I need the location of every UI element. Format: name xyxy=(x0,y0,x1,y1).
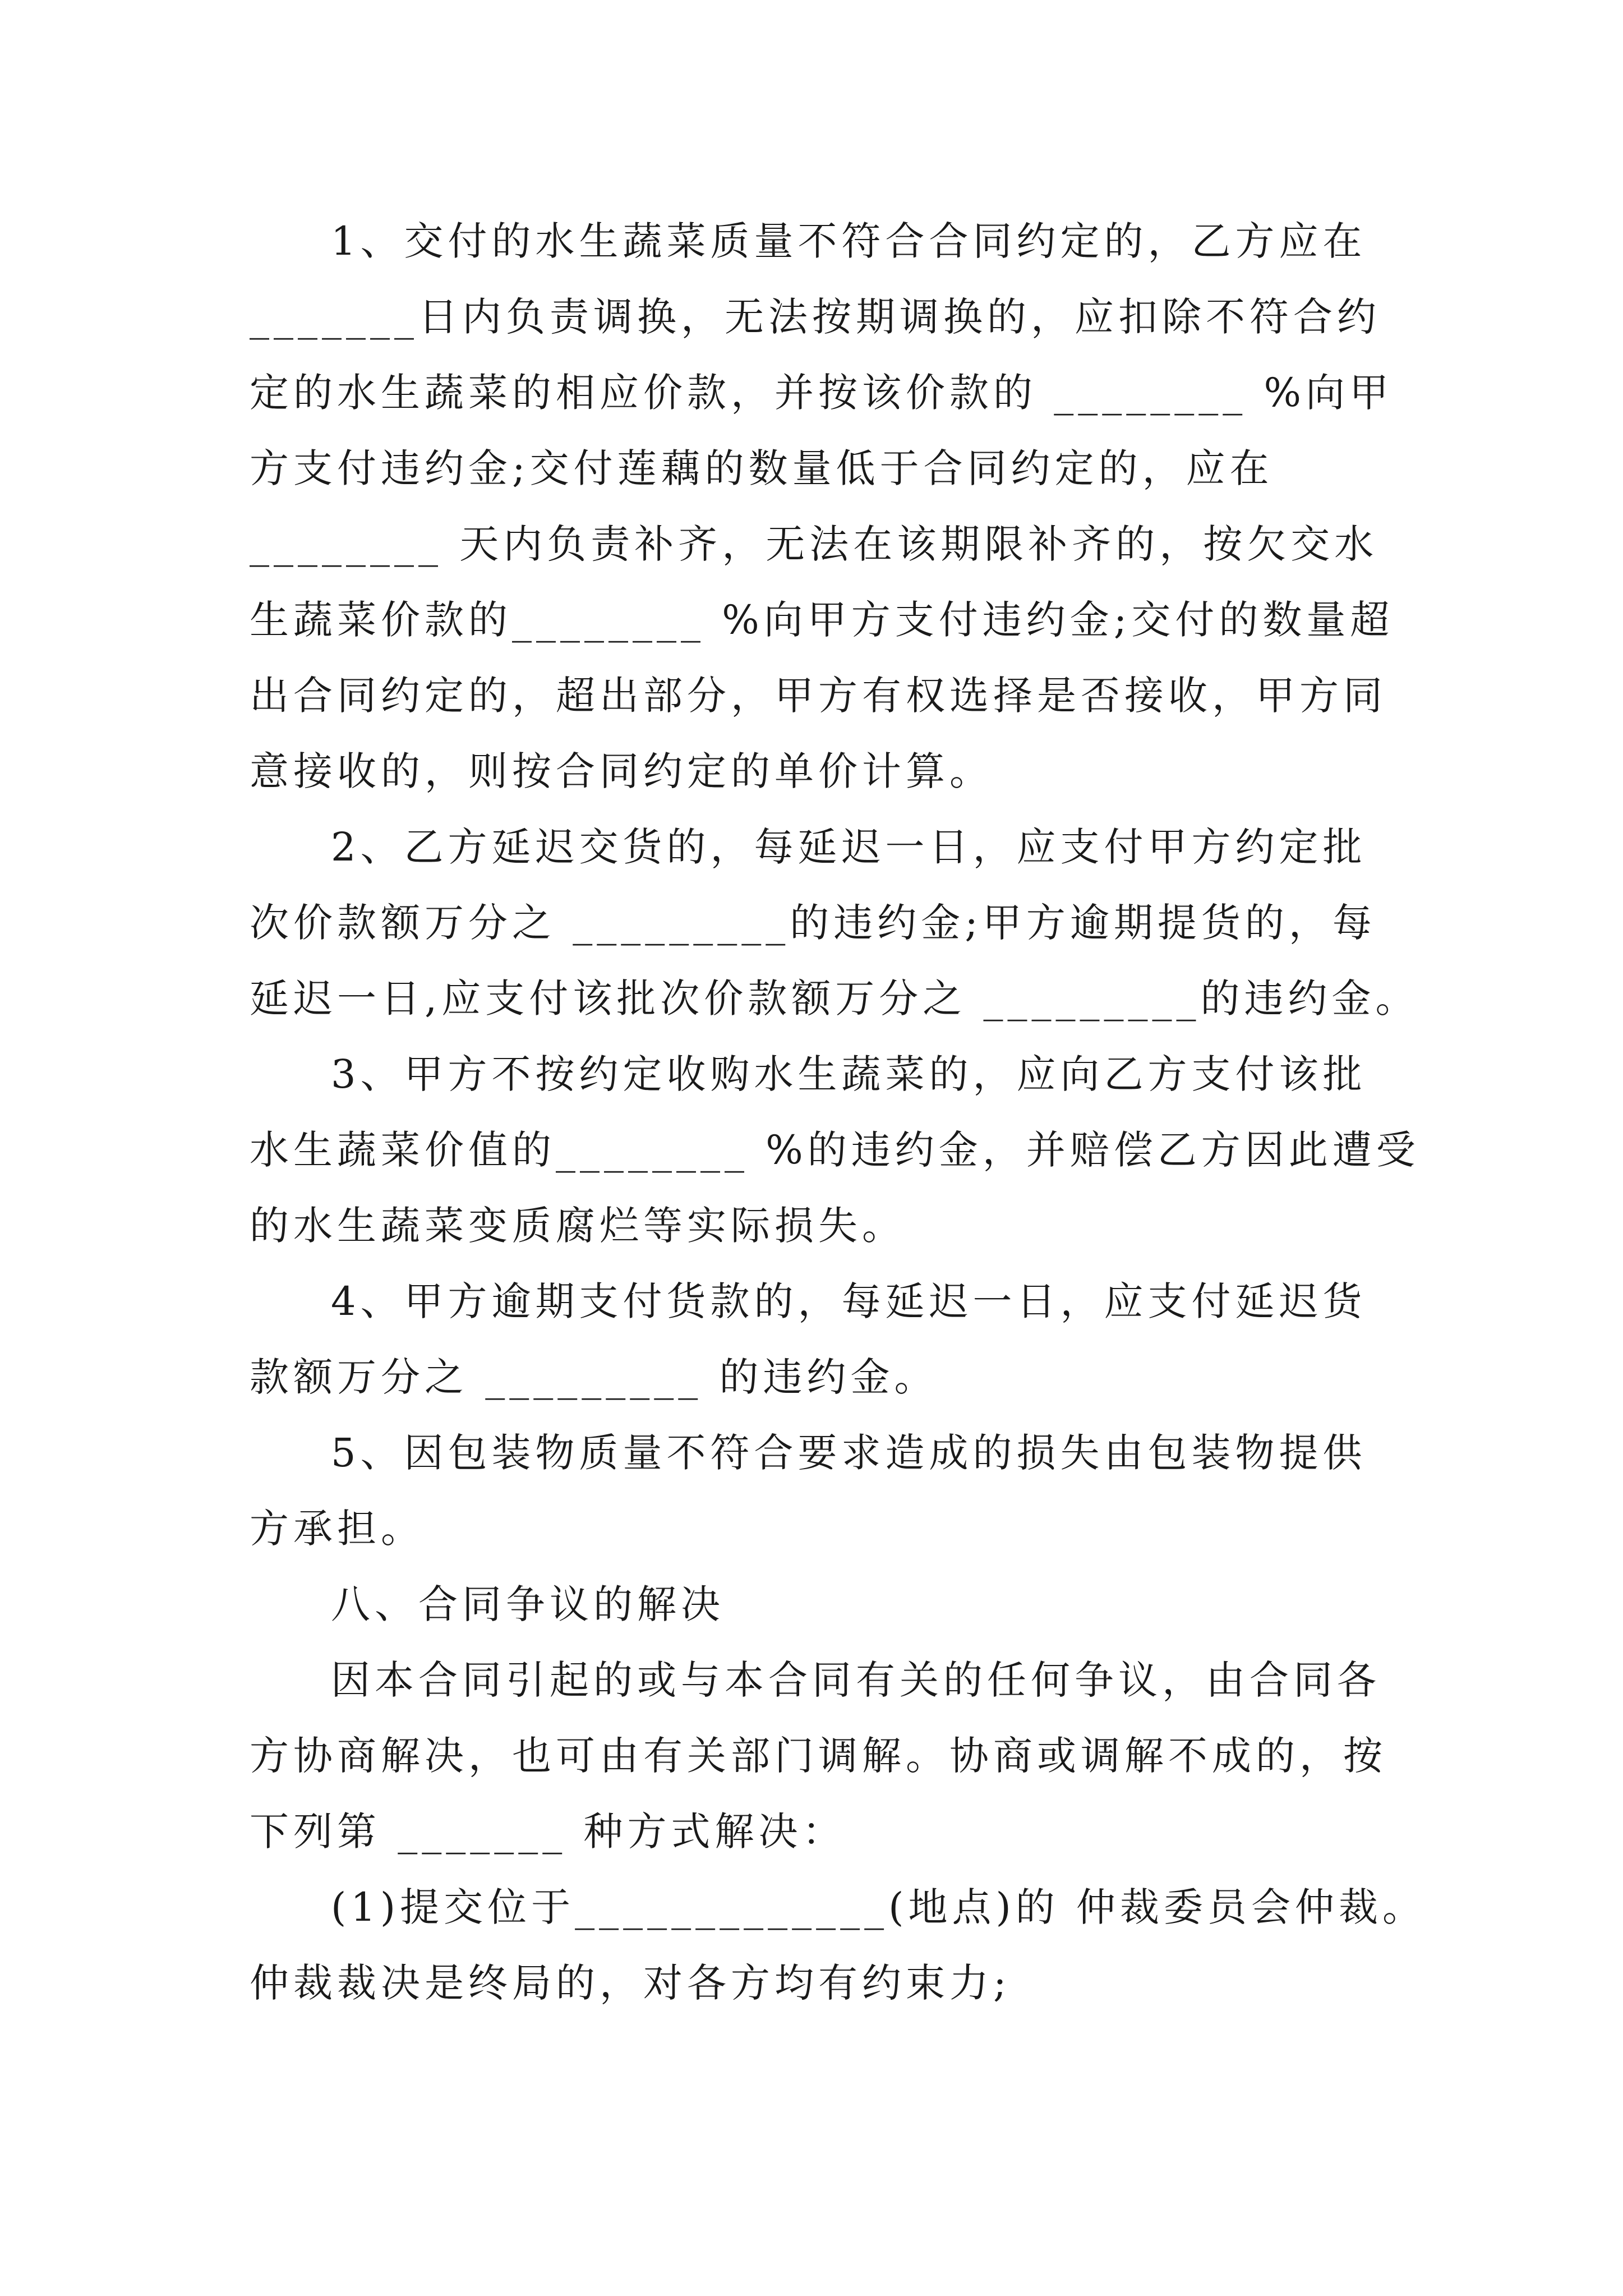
paragraph-1-line-8: 意接收的，则按合同约定的单价计算。 xyxy=(250,748,993,794)
paragraph-3-line-1: 3、甲方不按约定收购水生蔬菜的，应向乙方支付该批 xyxy=(331,1051,1367,1097)
paragraph-4-line-2: 款额万分之 _________ 的违约金。 xyxy=(250,1354,938,1400)
paragraph-7-line-1: (1)提交位于_____________(地点)的 仲裁委员会仲裁。 xyxy=(331,1884,1427,1930)
paragraph-1-line-3: 定的水生蔬菜的相应价款，并按该价款的 ________ %向甲 xyxy=(250,370,1394,416)
paragraph-1-line-7: 出合同约定的，超出部分，甲方有权选择是否接收，甲方同 xyxy=(250,673,1387,719)
paragraph-6-line-2: 方协商解决，也可由有关部门调解。协商或调解不成的，按 xyxy=(250,1733,1387,1779)
paragraph-4-line-1: 4、甲方逾期支付货款的，每延迟一日，应支付延迟货 xyxy=(331,1278,1367,1324)
paragraph-6-line-1: 因本合同引起的或与本合同有关的任何争议，由合同各 xyxy=(331,1657,1381,1703)
paragraph-6-line-3: 下列第 _______ 种方式解决： xyxy=(250,1809,846,1855)
paragraph-2-line-1: 2、乙方延迟交货的，每延迟一日，应支付甲方约定批 xyxy=(331,824,1367,870)
section-heading: 八、合同争议的解决 xyxy=(331,1581,725,1627)
paragraph-2-line-3: 延迟一日,应支付该批次价款额万分之 _________的违约金。 xyxy=(250,976,1419,1022)
paragraph-2-line-2: 次价款额万分之 _________的违约金;甲方逾期提货的，每 xyxy=(250,900,1376,946)
paragraph-5-line-2: 方承担。 xyxy=(250,1506,425,1552)
paragraph-1-line-1: 1、交付的水生蔬菜质量不符合合同约定的，乙方应在 xyxy=(331,218,1367,264)
paragraph-1-line-2: _______日内负责调换，无法按期调换的，应扣除不符合约 xyxy=(250,294,1381,340)
paragraph-5-line-1: 5、因包装物质量不符合要求造成的损失由包装物提供 xyxy=(331,1430,1367,1476)
paragraph-1-line-4: 方支付违约金;交付莲藕的数量低于合同约定的，应在 xyxy=(250,445,1274,491)
paragraph-7-line-2: 仲裁裁决是终局的，对各方均有约束力; xyxy=(250,1960,1011,2006)
paragraph-1-line-6: 生蔬菜价款的________ %向甲方支付违约金;交付的数量超 xyxy=(250,597,1394,643)
paragraph-1-line-5: ________ 天内负责补齐，无法在该期限补齐的，按欠交水 xyxy=(250,521,1378,567)
paragraph-3-line-2: 水生蔬菜价值的________ %的违约金，并赔偿乙方因此遭受 xyxy=(250,1127,1420,1173)
paragraph-3-line-3: 的水生蔬菜变质腐烂等实际损失。 xyxy=(250,1203,906,1249)
